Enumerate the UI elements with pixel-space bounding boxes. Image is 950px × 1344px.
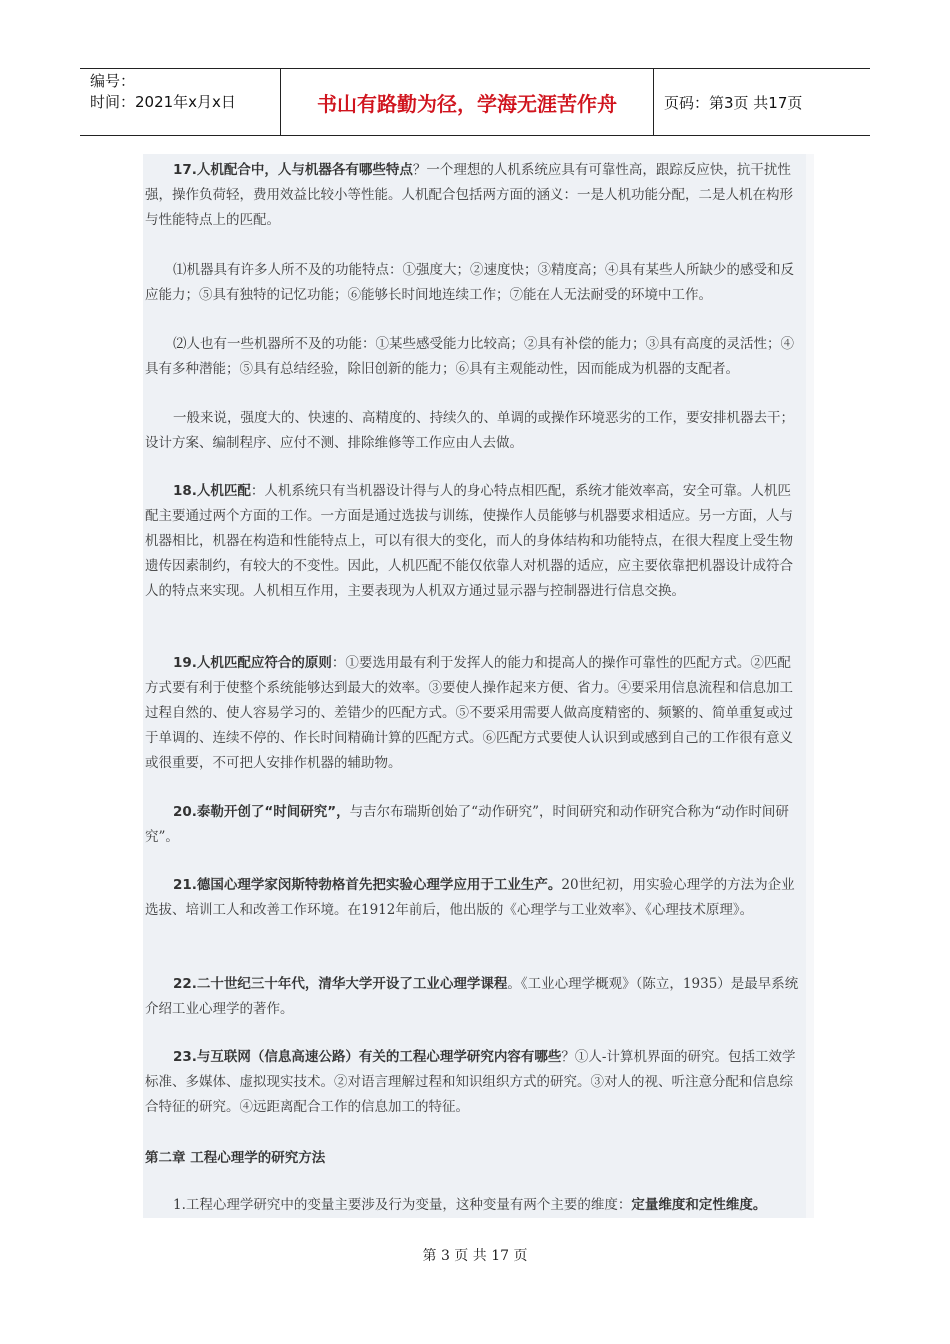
header-motto-cell [281,69,654,135]
document-body [143,154,806,1218]
paragraph-22 [143,972,806,1022]
doc-date-label: 时间：2021年x月x日 [90,93,236,111]
paragraph-text: ：①要选用最有利于发挥人的能力和提高人的操作可靠性的匹配方式。②匹配方式要有利于使整个系统能够达到最大的效率。③要使人操作起来方便、省力。④要采用信息流程和信息加工过程自然的、使人容易学习的、差错少的匹配方式。⑤不要采用需要人做高度精密的、频繁的、简单重复或过于单调的、连续不停的、作长时间精确计算的匹配方式。⑥匹配方式要使人认识到或感到自己的工作很有意义或很重要，不可把人安排作机器的辅助物。 [145,655,793,771]
paragraph-text: 20世纪初，用实验心理学的方法为企业选拔、培训工人和改善工作环境。在1912年前后，他出版的《心理学与工业效率》、《心理技术原理》。 [145,877,795,918]
page-footer: 第 3 页 共 17 页 [422,1248,528,1264]
paragraph-text: ⑴机器具有许多人所不及的功能特点：①强度大；②速度快；③精度高；④具有某些人所缺少的感受和反应能力；⑤具有独特的记忆功能；⑥能够长时间地连续工作；⑦能在人无法耐受的环境中工作。 [145,262,794,303]
paragraph-text: ？一个理想的人机系统应具有可靠性高，跟踪反应快，抗干扰性强，操作负荷轻，费用效益比较小等性能。人机配合包括两方面的涵义：一是人机功能分配，二是人机在构形与性能特点上的匹配。 [145,162,793,228]
paragraph-heading: 21.德国心理学家闵斯特勃格首先把实验心理学应用于工业生产。 [173,877,562,893]
paragraph-text: 一般来说，强度大的、快速的、高精度的、持续久的、单调的或操作环境恶劣的工作，要安排机器去干；设计方案、编制程序、应付不测、排除维修等工作应由人去做。 [145,410,794,451]
paragraph-18 [143,479,806,604]
paragraph-heading: 17.人机配合中，人与机器各有哪些特点 [173,162,413,178]
paragraph-20 [143,800,806,850]
paragraph-17 [143,158,806,233]
paragraph-text: 1.工程心理学研究中的变量主要涉及行为变量，这种变量有两个主要的维度： [173,1197,632,1213]
paragraph-23 [143,1045,806,1120]
paragraph-emphasis: 定量维度和定性维度。 [631,1197,767,1213]
chapter-title: 第二章 工程心理学的研究方法 [145,1150,326,1166]
paragraph-heading: 18.人机匹配 [173,483,251,499]
page-header [80,68,870,136]
paragraph-heading: 20.泰勒开创了“时间研究”， [173,804,350,820]
paragraph-text: ？①人-计算机界面的研究。包括工效学标准、多媒体、虚拟现实技术。②对语言理解过程和知识组织方式的研究。③对人的视、听注意分配和信息综合特征的研究。④远距离配合工作的信息加工的特征。 [145,1049,796,1115]
paragraph-heading: 22.二十世纪三十年代，清华大学开设了工业心理学课程 [173,976,508,992]
paragraph-17-1 [143,258,806,308]
header-page-cell [654,69,870,135]
paragraph-17-2 [143,332,806,382]
content-edge [806,154,814,1218]
header-meta [80,69,281,135]
paragraph-text: 与吉尔布瑞斯创始了“动作研究”，时间研究和动作研究合称为“动作时间研究”。 [145,804,789,845]
paragraph-heading: 23.与互联网（信息高速公路）有关的工程心理学研究内容有哪些 [173,1049,562,1065]
header-page-code: 页码：第3页 共17页 [664,93,803,112]
paragraph-17-summary [143,406,806,456]
paragraph-21 [143,873,806,923]
paragraph-chapter2-1 [143,1193,806,1218]
paragraph-19 [143,651,806,776]
paragraph-text: ：人机系统只有当机器设计得与人的身心特点相匹配，系统才能效率高，安全可靠。人机匹配主要通过两个方面的工作。一方面是通过选拔与训练，使操作人员能够与机器要求相适应。另一方面，人与机器相比，机器在构造和性能特点上，可以有很大的变化，而人的身体结构和功能特点，在很大程度上受生物遗传因素制约，有较大的不变性。因此，人机匹配不能仅依靠人对机器的适应，应主要依靠把机器设计成符合人的特点来实现。人机相互作用，主要表现为人机双方通过显示器与控制器进行信息交换。 [145,483,793,599]
header-motto: 书山有路勤为径，学海无涯苦作舟 [317,91,617,116]
paragraph-text: ⑵人也有一些机器所不及的功能：①某些感受能力比较高；②具有补偿的能力；③具有高度的灵活性；④具有多种潜能；⑤具有总结经验，除旧创新的能力；⑥具有主观能动性，因而能成为机器的支配者。 [145,336,794,377]
paragraph-heading: 19.人机匹配应符合的原则 [173,655,332,671]
doc-code-label: 编号： [90,72,136,90]
paragraph-text: 。《工业心理学概观》（陈立，1935）是最早系统介绍工业心理学的著作。 [145,976,799,1017]
